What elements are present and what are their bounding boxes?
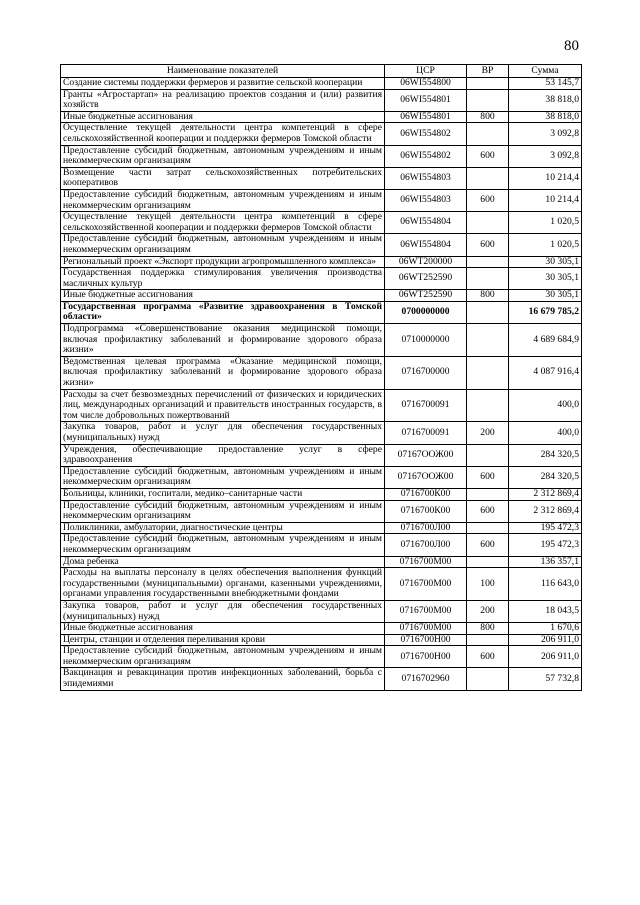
row-name-cell: Расходы на выплаты персоналу в целях обеспечения выполнения функций государственными (муниципальными) органами, казенными учреждениями, органами управления государственными внебюджетными фондами (61, 568, 385, 601)
row-vr-cell (467, 78, 509, 90)
table-row (61, 78, 582, 90)
row-csr-cell: 07167ООЖ00 (385, 466, 467, 488)
row-sum-cell: 4 087 916,4 (509, 356, 582, 389)
row-csr-cell: 06WI554800 (385, 78, 467, 90)
table-row (61, 422, 582, 444)
row-sum-cell: 30 305,1 (509, 256, 582, 268)
row-vr-cell (467, 167, 509, 189)
row-vr-cell (467, 356, 509, 389)
row-csr-cell: 0716700К00 (385, 488, 467, 500)
row-name-cell: Центры, станции и отделения переливания крови (61, 634, 385, 646)
row-sum-cell: 3 092,8 (509, 123, 582, 145)
table-body (61, 78, 582, 691)
row-csr-cell: 0716700Л00 (385, 522, 467, 534)
table-row (61, 189, 582, 211)
row-name-cell: Предоставление субсидий бюджетным, автономным учреждениям и иным некоммерческим организациям (61, 234, 385, 256)
row-sum-cell: 4 689 684,9 (509, 324, 582, 357)
table-row (61, 234, 582, 256)
row-name-cell: Предоставление субсидий бюджетным, автономным учреждениям и иным некоммерческим организациям (61, 534, 385, 556)
row-sum-cell: 53 145,7 (509, 78, 582, 90)
row-sum-cell: 206 911,0 (509, 634, 582, 646)
row-csr-cell: 0716700091 (385, 422, 467, 444)
row-csr-cell: 06WI554804 (385, 212, 467, 234)
row-sum-cell: 57 732,8 (509, 668, 582, 690)
budget-table (60, 64, 582, 691)
row-name-cell: Поликлиники, амбулатории, диагностические центры (61, 522, 385, 534)
row-csr-cell: 06WI554802 (385, 145, 467, 167)
row-name-cell: Вакцинация и ревакцинация против инфекционных заболеваний, борьба с эпидемиями (61, 668, 385, 690)
row-name-cell: Предоставление субсидий бюджетным, автономным учреждениям и иным некоммерческим организациям (61, 646, 385, 668)
row-sum-cell: 30 305,1 (509, 290, 582, 302)
table-row (61, 111, 582, 123)
row-csr-cell: 06WI554801 (385, 111, 467, 123)
row-vr-cell: 600 (467, 646, 509, 668)
row-name-cell: Иные бюджетные ассигнования (61, 623, 385, 635)
row-vr-cell: 600 (467, 466, 509, 488)
row-vr-cell (467, 444, 509, 466)
header-name: Наименование показателей (61, 65, 385, 78)
table-row (61, 646, 582, 668)
row-csr-cell: 0716702960 (385, 668, 467, 690)
row-csr-cell: 06WI554802 (385, 123, 467, 145)
table-row (61, 356, 582, 389)
page-number: 80 (564, 38, 579, 54)
row-name-cell: Больницы, клиники, госпитали, медико–санитарные части (61, 488, 385, 500)
row-sum-cell: 136 357,1 (509, 556, 582, 568)
table-row (61, 123, 582, 145)
row-csr-cell: 07167ООЖ00 (385, 444, 467, 466)
row-csr-cell: 0710000000 (385, 324, 467, 357)
row-csr-cell: 0716700000 (385, 356, 467, 389)
table-row (61, 488, 582, 500)
row-sum-cell: 18 043,5 (509, 600, 582, 622)
row-sum-cell: 116 643,0 (509, 568, 582, 601)
table-row (61, 324, 582, 357)
header-csr: ЦСР (385, 65, 467, 78)
row-vr-cell (467, 522, 509, 534)
row-name-cell: Предоставление субсидий бюджетным, автономным учреждениям и иным некоммерческим организациям (61, 145, 385, 167)
table-row (61, 145, 582, 167)
row-name-cell: Возмещение части затрат сельскохозяйственных потребительских кооперативов (61, 167, 385, 189)
row-name-cell: Государственная программа «Развитие здравоохранения в Томской области» (61, 301, 385, 323)
row-name-cell: Предоставление субсидий бюджетным, автономным учреждениям и иным некоммерческим организациям (61, 189, 385, 211)
row-csr-cell: 0716700М00 (385, 568, 467, 601)
row-csr-cell: 0716700К00 (385, 500, 467, 522)
row-csr-cell: 0716700М00 (385, 600, 467, 622)
table-row (61, 290, 582, 302)
row-name-cell: Ведомственная целевая программа «Оказание медицинской помощи, включая профилактику заболеваний и формирование здорового образа жизни» (61, 356, 385, 389)
row-vr-cell (467, 268, 509, 290)
header-sum: Сумма (509, 65, 582, 78)
table-row (61, 389, 582, 422)
row-name-cell: Государственная поддержка стимулирования увеличения производства масличных культур (61, 268, 385, 290)
row-vr-cell (467, 668, 509, 690)
row-name-cell: Региональный проект «Экспорт продукции агропромышленного комплекса» (61, 256, 385, 268)
row-sum-cell: 38 818,0 (509, 111, 582, 123)
row-csr-cell: 06WT200000 (385, 256, 467, 268)
row-vr-cell (467, 324, 509, 357)
row-vr-cell (467, 488, 509, 500)
table-row (61, 522, 582, 534)
row-vr-cell: 800 (467, 111, 509, 123)
row-name-cell: Закупка товаров, работ и услуг для обеспечения государственных (муниципальных) нужд (61, 422, 385, 444)
row-csr-cell: 0716700М00 (385, 623, 467, 635)
row-vr-cell: 600 (467, 189, 509, 211)
table-row (61, 268, 582, 290)
row-vr-cell (467, 89, 509, 111)
row-sum-cell: 3 092,8 (509, 145, 582, 167)
row-csr-cell: 06WI554803 (385, 167, 467, 189)
row-vr-cell: 800 (467, 623, 509, 635)
table-row (61, 212, 582, 234)
row-csr-cell: 0716700Л00 (385, 534, 467, 556)
row-sum-cell: 284 320,5 (509, 444, 582, 466)
table-row (61, 89, 582, 111)
row-name-cell: Осуществление текущей деятельности центра компетенций в сфере сельскохозяйственной кооперации и поддержки фермеров Томской области (61, 212, 385, 234)
row-name-cell: Расходы за счет безвозмездных перечислений от физических и юридических лиц, международных организаций и правительств иностранных государств, в том числе добровольных пожертвований (61, 389, 385, 422)
table-header-row (61, 65, 582, 78)
row-vr-cell: 600 (467, 234, 509, 256)
row-csr-cell: 0700000000 (385, 301, 467, 323)
table-row (61, 623, 582, 635)
row-sum-cell: 1 670,6 (509, 623, 582, 635)
row-sum-cell: 195 472,3 (509, 522, 582, 534)
row-vr-cell (467, 123, 509, 145)
row-name-cell: Предоставление субсидий бюджетным, автономным учреждениям и иным некоммерческим организациям (61, 500, 385, 522)
row-sum-cell: 16 679 785,2 (509, 301, 582, 323)
row-csr-cell: 06WT252590 (385, 290, 467, 302)
row-vr-cell: 800 (467, 290, 509, 302)
table-row (61, 668, 582, 690)
row-sum-cell: 284 320,5 (509, 466, 582, 488)
row-csr-cell: 0716700Н00 (385, 634, 467, 646)
row-name-cell: Гранты «Агростартап» на реализацию проектов создания и (или) развития хозяйств (61, 89, 385, 111)
table-row (61, 301, 582, 323)
row-vr-cell (467, 389, 509, 422)
row-name-cell: Учреждения, обеспечивающие предоставление услуг в сфере здравоохранения (61, 444, 385, 466)
row-vr-cell: 600 (467, 534, 509, 556)
row-name-cell: Иные бюджетные ассигнования (61, 111, 385, 123)
table-row (61, 568, 582, 601)
row-sum-cell: 195 472,3 (509, 534, 582, 556)
table-row (61, 600, 582, 622)
row-csr-cell: 06WT252590 (385, 268, 467, 290)
row-vr-cell (467, 301, 509, 323)
row-vr-cell (467, 212, 509, 234)
row-name-cell: Предоставление субсидий бюджетным, автономным учреждениям и иным некоммерческим организациям (61, 466, 385, 488)
table-row (61, 444, 582, 466)
row-csr-cell: 0716700Н00 (385, 646, 467, 668)
row-name-cell: Осуществление текущей деятельности центра компетенций в сфере сельскохозяйственной кооперации и поддержки фермеров Томской области (61, 123, 385, 145)
header-vr: ВР (467, 65, 509, 78)
row-csr-cell: 0716700М00 (385, 556, 467, 568)
row-sum-cell: 1 020,5 (509, 212, 582, 234)
row-name-cell: Иные бюджетные ассигнования (61, 290, 385, 302)
row-csr-cell: 0716700091 (385, 389, 467, 422)
row-sum-cell: 38 818,0 (509, 89, 582, 111)
table-row (61, 534, 582, 556)
table-row (61, 167, 582, 189)
row-vr-cell (467, 634, 509, 646)
row-vr-cell: 200 (467, 600, 509, 622)
row-sum-cell: 400,0 (509, 422, 582, 444)
row-csr-cell: 06WI554804 (385, 234, 467, 256)
row-vr-cell: 600 (467, 500, 509, 522)
row-csr-cell: 06WI554801 (385, 89, 467, 111)
row-name-cell: Дома ребенка (61, 556, 385, 568)
row-sum-cell: 2 312 869,4 (509, 488, 582, 500)
row-name-cell: Подпрограмма «Совершенствование оказания медицинской помощи, включая профилактику заболеваний и формирование здорового образа жизни» (61, 324, 385, 357)
row-vr-cell: 600 (467, 145, 509, 167)
row-sum-cell: 1 020,5 (509, 234, 582, 256)
table-row (61, 500, 582, 522)
row-sum-cell: 30 305,1 (509, 268, 582, 290)
row-vr-cell: 100 (467, 568, 509, 601)
row-sum-cell: 400,0 (509, 389, 582, 422)
row-sum-cell: 2 312 869,4 (509, 500, 582, 522)
table-row (61, 634, 582, 646)
row-csr-cell: 06WI554803 (385, 189, 467, 211)
table-row (61, 556, 582, 568)
row-name-cell: Закупка товаров, работ и услуг для обеспечения государственных (муниципальных) нужд (61, 600, 385, 622)
row-vr-cell: 200 (467, 422, 509, 444)
row-sum-cell: 10 214,4 (509, 189, 582, 211)
row-vr-cell (467, 556, 509, 568)
row-vr-cell (467, 256, 509, 268)
table-row (61, 466, 582, 488)
table-row (61, 256, 582, 268)
row-sum-cell: 206 911,0 (509, 646, 582, 668)
row-sum-cell: 10 214,4 (509, 167, 582, 189)
row-name-cell: Создание системы поддержки фермеров и развитие сельской кооперации (61, 78, 385, 90)
